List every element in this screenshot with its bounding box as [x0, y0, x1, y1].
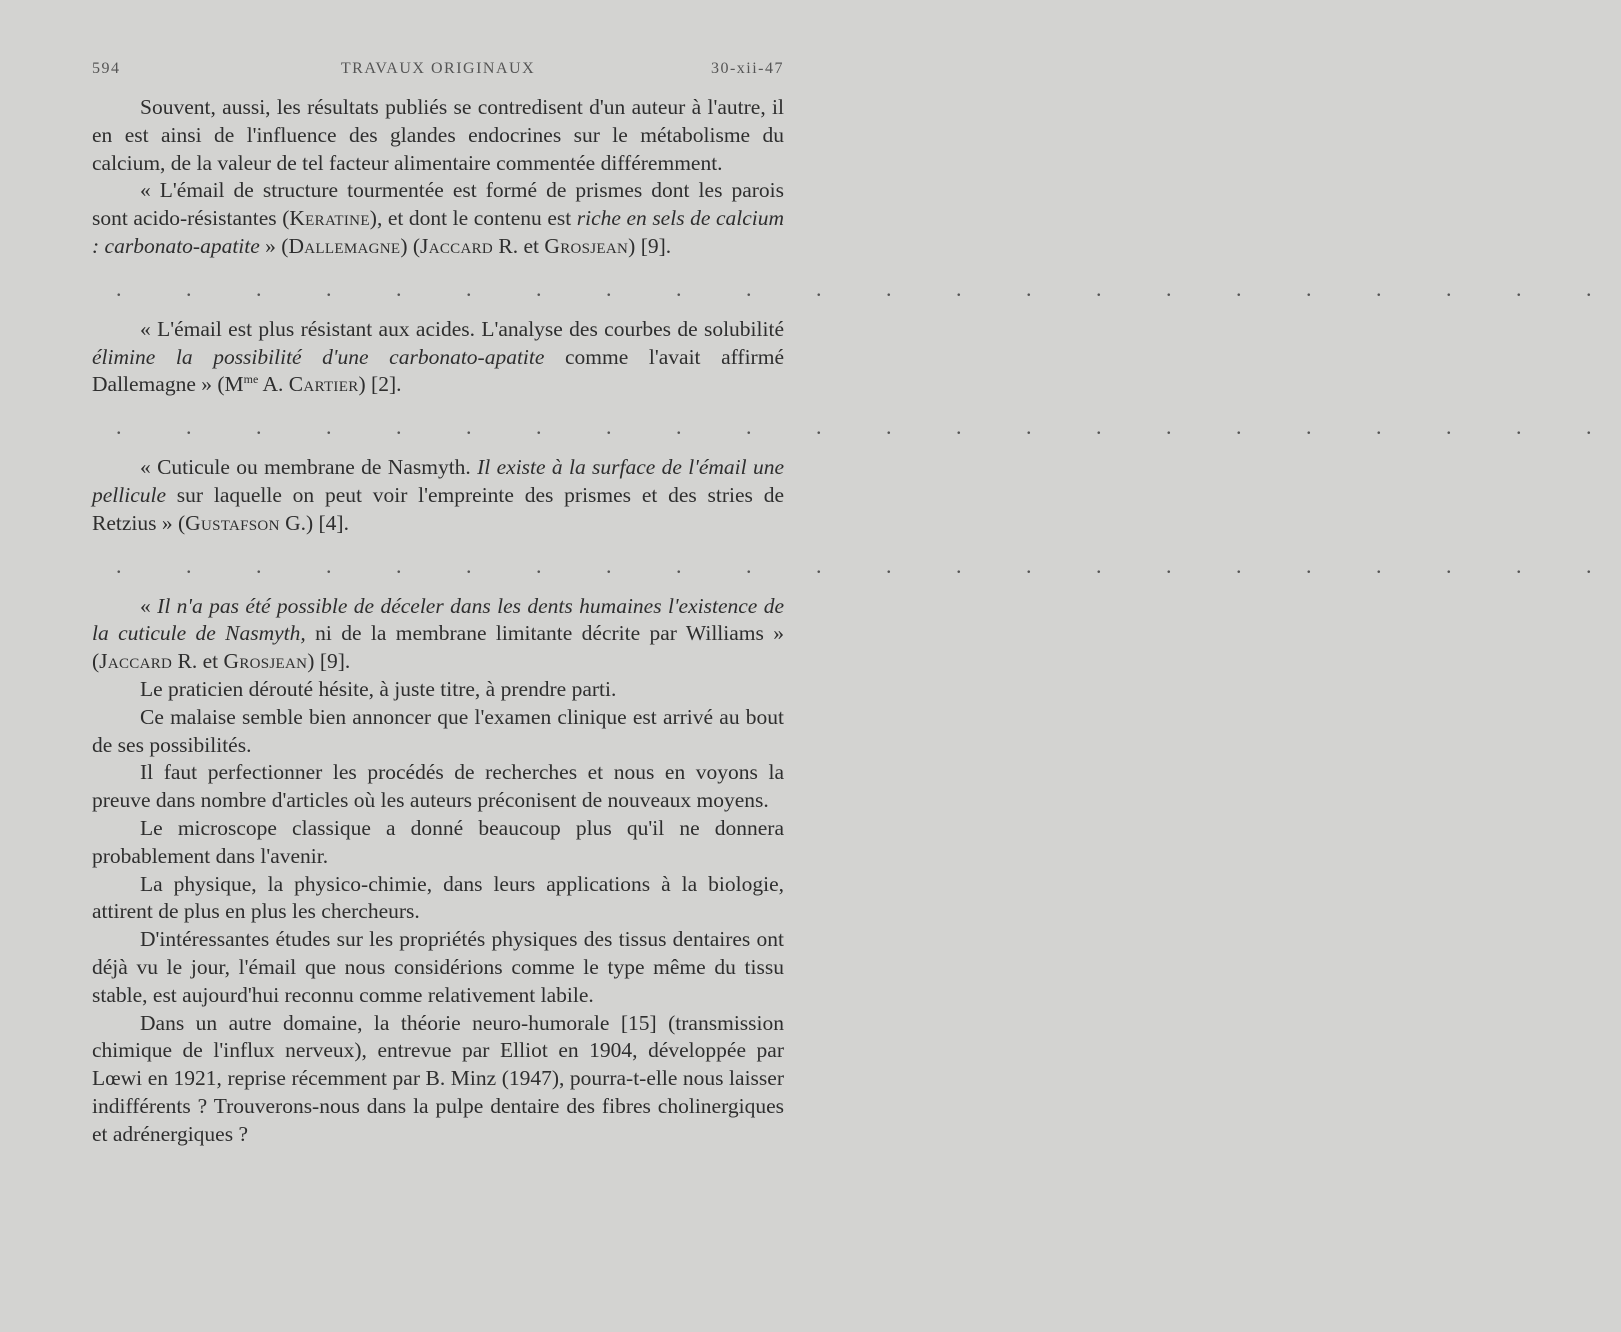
quote-nasmyth: « Il n'a pas été possible de déceler dans les dents humaines l'existence de la cuticule de Nasmyth, ni de la membrane limitante décrite par Williams » (Jaccard R. et Grosjean) [9].	[92, 593, 785, 674]
author-jaccard: Jaccard	[420, 233, 494, 258]
paragraph: Dans un autre domaine, la théorie neuro-humorale [15] (transmission chimique de l'influx nerveux), entrevue par Elliot en 1904, développée par Lœwi en 1921, reprise récemment par B. Minz (1947), pourra-t-elle nous laisser indifférents ? Trouverons-nous dans la pulpe dentaire des fibres cholinergiques et adrénergiques ?	[92, 1010, 784, 1146]
ellipsis-separator: . . . . . . . . . . . . . . . . . . . . . .	[116, 275, 1621, 301]
running-header	[92, 60, 784, 84]
quote-email-structure: « L'émail de structure tourmentée est formé de prismes dont les parois sont acido-résistantes (Keratine), et dont le contenu est riche en sels de calcium : carbonato-apatite » (Dallemagne) (Jaccard R. et Grosjean) [9].	[92, 178, 784, 258]
page-number: 594	[92, 60, 121, 77]
running-title: TRAVAUX ORIGINAUX	[340, 60, 536, 77]
author-keratine: Keratine	[289, 206, 370, 231]
author-grosjean: Grosjean	[544, 233, 629, 258]
paragraph: Il faut perfectionner les procédés de recherches et nous en voyons la preuve dans nombre d'articles où les auteurs préconisent de nouveaux moyens.	[92, 760, 784, 813]
body-text	[92, 94, 1621, 1149]
author-cartier: Cartier	[288, 372, 359, 397]
paragraph: Le praticien dérouté hésite, à juste titre, à prendre parti.	[140, 676, 617, 701]
quote-cuticle: « Cuticule ou membrane de Nasmyth. Il existe à la surface de l'émail une pellicule sur laquelle on peut voir l'empreinte des prismes et des stries de Retzius » (Gustafson G.) [4].	[92, 455, 784, 535]
author-gustafson: Gustafson	[185, 510, 280, 535]
paragraph: Le microscope classique a donné beaucoup plus qu'il ne donnera probablement dans l'avenir.	[92, 815, 784, 868]
paragraph: La physique, la physico-chimie, dans leurs applications à la biologie, attirent de plus en plus les chercheurs.	[92, 871, 784, 924]
header-date: 30-xii-47	[710, 60, 784, 77]
author-dallemagne: Dallemagne	[288, 233, 401, 258]
ellipsis-separator: . . . . . . . . . . . . . . . . . . . . . .	[116, 552, 1621, 578]
author-jaccard: Jaccard	[99, 649, 173, 674]
paragraph: D'intéressantes études sur les propriétés physiques des tissus dentaires ont déjà vu le jour, l'émail que nous considérions comme le type même du tissu stable, est aujourd'hui reconnu comme relativement labile.	[92, 927, 784, 1007]
paragraph: Ce malaise semble bien annoncer que l'examen clinique est arrivé au bout de ses possibilités.	[92, 704, 784, 757]
paragraph-intro: Souvent, aussi, les résultats publiés se contredisent d'un auteur à l'autre, il en est ainsi de l'influence des glandes endocrines sur le métabolisme du calcium, de la valeur de tel facteur alimentaire commentée différemment.	[92, 95, 784, 175]
author-grosjean: Grosjean	[223, 649, 308, 674]
quote-acid-resistance: « L'émail est plus résistant aux acides. L'analyse des courbes de solubilité élimine la possibilité d'une carbonato-apatite comme l'avait affirmé Dallemagne » ($M^{me}$ A. Cartier) [2].	[92, 316, 784, 397]
ellipsis-separator: . . . . . . . . . . . . . . . . . . . . . .	[116, 414, 1621, 440]
